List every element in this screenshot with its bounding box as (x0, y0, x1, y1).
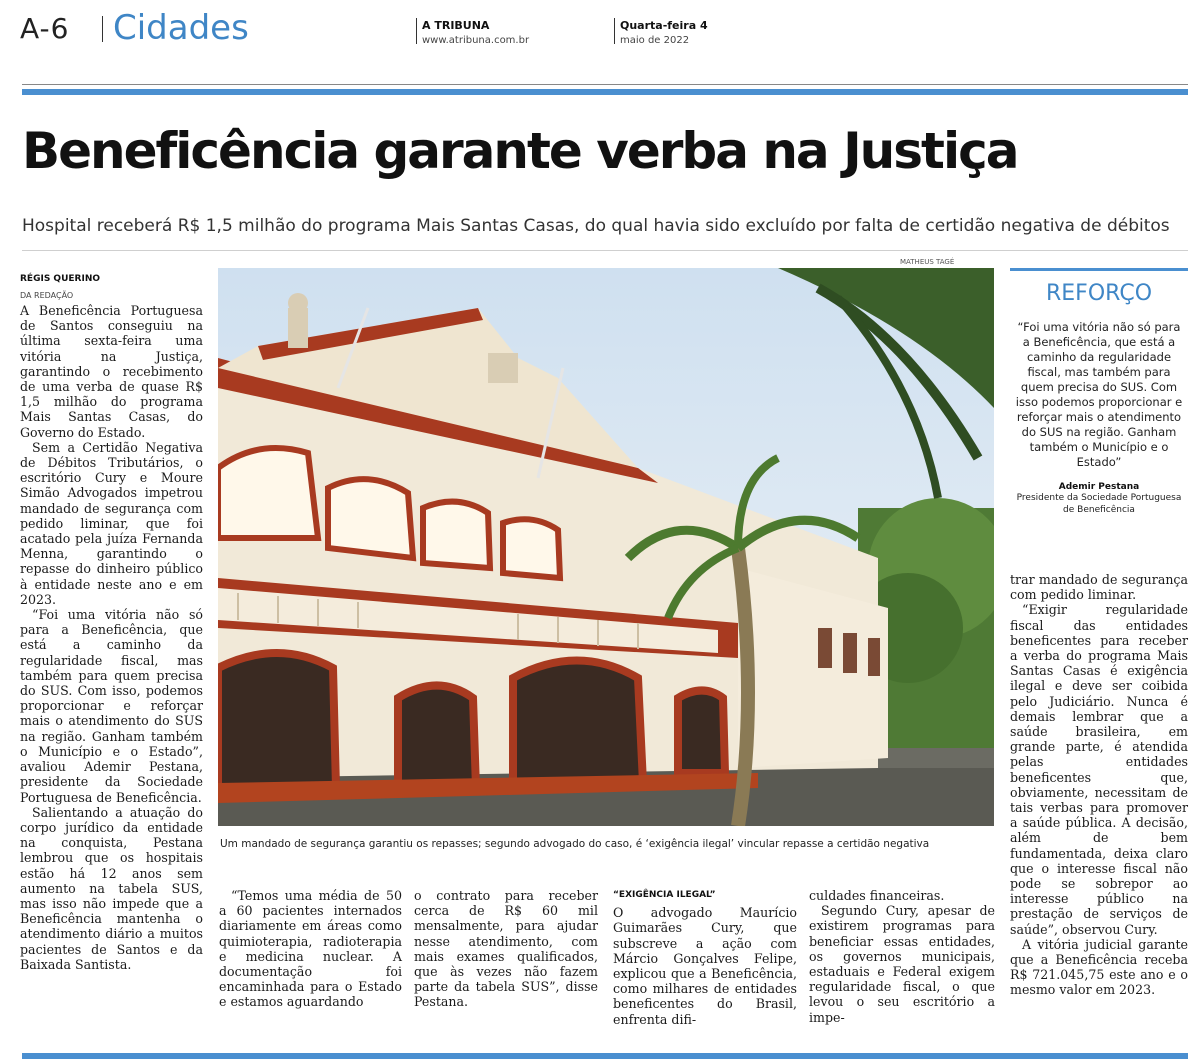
masthead-divider (416, 18, 417, 44)
paragraph: Segundo Cury, apesar de existirem programas para beneficiar essas entidades, os governos municipais, estaduais e Federal exigem regularidade fiscal, o que levou o seu escritório a impe- (809, 903, 995, 1025)
publication-website: www.atribuna.com.br (422, 35, 530, 46)
article-column-6 (1010, 572, 1188, 998)
paragraph: O advogado Maurício Guimarães Cury, que subscreve a ação com Márcio Gonçalves Felipe, explicou que a Beneficência, como milhares de entidades beneficentes do Brasil, enfrenta difi- (613, 905, 797, 1027)
article-column-3 (414, 888, 598, 1010)
article-column-1 (20, 303, 203, 972)
paragraph: A vitória judicial garante que a Beneficência receba R$ 721.045,75 este ano e o mesmo valor em 2023. (1010, 936, 1188, 998)
paragraph: “Foi uma vitória não só para a Beneficência, que está a caminho da regularidade fiscal, mas também para quem precisa do SUS. Com isso, podemos proporcionar e reforçar mais o atendimento do SUS na região. Ganham também o Município e o Estado”, avaliou Ademir Pestana, presidente da Sociedade Portuguesa de Beneficência. (20, 607, 203, 805)
section-kicker: “EXIGÊNCIA ILEGAL” (613, 890, 716, 900)
top-accent-bar (22, 89, 1188, 95)
paragraph: “Temos uma média de 50 a 60 pacientes internados diariamente em áreas como quimioterapia, radioterapia e medicina nuclear. A documentação foi encaminhada para o Estado e estamos aguardando (219, 888, 402, 1010)
sidebar-title: REFORÇO (1045, 281, 1153, 306)
article-column-4 (613, 888, 797, 1027)
paragraph: Salientando a atuação do corpo jurídico da entidade na conquista, Pestana lembrou que os hospitais estão há 12 anos sem aumento na tabela SUS, mas isso não impede que a Beneficência mantenha o atendimento diário a muitos pacientes de Santos e da Baixada Santista. (20, 804, 203, 972)
page-number: A-6 (20, 12, 70, 45)
subhead-rule (22, 250, 1188, 251)
sidebar-quote-box (1010, 268, 1188, 516)
byline-desk: DA REDAÇÃO (20, 291, 74, 300)
section-title: Cidades (113, 8, 249, 48)
hospital-photo (218, 268, 994, 826)
article-column-2 (219, 888, 402, 1010)
byline: RÉGIS QUERINO (20, 274, 100, 284)
bottom-accent-bar (22, 1053, 1188, 1059)
publication-name: A TRIBUNA (422, 19, 490, 32)
paragraph: trar mandado de segurança com pedido liminar. (1010, 572, 1188, 603)
edition-month-year: maio de 2022 (620, 35, 690, 46)
paragraph: A Beneficência Portuguesa de Santos conseguiu na última sexta-feira uma vitória na Justiça, garantindo o recebimento de uma verba de quase R$ 1,5 milhão do programa Mais Santas Casas, do Governo do Estado. (20, 303, 203, 440)
paragraph: Sem a Certidão Negativa de Débitos Tributários, o escritório Cury e Moure Simão Advogados impetrou mandado de segurança com pedido liminar, que foi acatado pela juíza Fernanda Menna, garantindo o repasse do dinheiro público à entidade neste ano e em 2023. (20, 439, 203, 607)
sidebar-quote-role: Presidente da Sociedade Portuguesa de Beneficência (1016, 493, 1182, 515)
photo-caption: Um mandado de segurança garantiu os repasses; segundo advogado do caso, é ‘exigência ilegal’ vincular repasse a certidão negativa (220, 838, 930, 850)
article-column-5 (809, 888, 995, 1025)
article-headline: Beneficência garante verba na Justiça (22, 122, 1018, 180)
sidebar-quote: “Foi uma vitória não só para a Beneficência, que está a caminho da regularidade fiscal, mas também para quem precisa do SUS. Com isso podemos proporcionar e reforçar mais o atendimento do SUS na região. Ganham também o Município e o Estado” (1015, 320, 1183, 469)
photo-credit: MATHEUS TAGÉ (900, 258, 955, 266)
edition-weekday: Quarta-feira 4 (620, 19, 708, 32)
article-subheadline: Hospital receberá R$ 1,5 milhão do programa Mais Santas Casas, do qual havia sido excluído por falta de certidão negativa de débitos (22, 216, 1170, 236)
paragraph: o contrato para receber cerca de R$ 60 mil mensalmente, para ajudar nesse atendimento, com mais exames qualificados, que às vezes não fazem parte da tabela SUS”, disse Pestana. (414, 888, 598, 1010)
masthead-rule (22, 84, 1188, 85)
sidebar-quote-author: Ademir Pestana (1058, 482, 1140, 492)
masthead-divider (614, 18, 615, 44)
masthead-divider (102, 16, 103, 42)
paragraph: culdades financeiras. (809, 888, 945, 903)
paragraph: “Exigir regularidade fiscal das entidades beneficentes para receber a verba do programa Mais Santas Casas é exigência ilegal e deve ser coibida pelo Judiciário. Nunca é demais lembrar que a saúde brasileira, em grande parte, é atendida pelas entidades beneficentes que, obviamente, necessitam de tais verbas para promover a saúde pública. A decisão, além de bem fundamentada, deixa claro que o interesse fiscal não pode se sobrepor ao interesse público na prestação de serviços de saúde”, observou Cury. (1010, 602, 1188, 937)
